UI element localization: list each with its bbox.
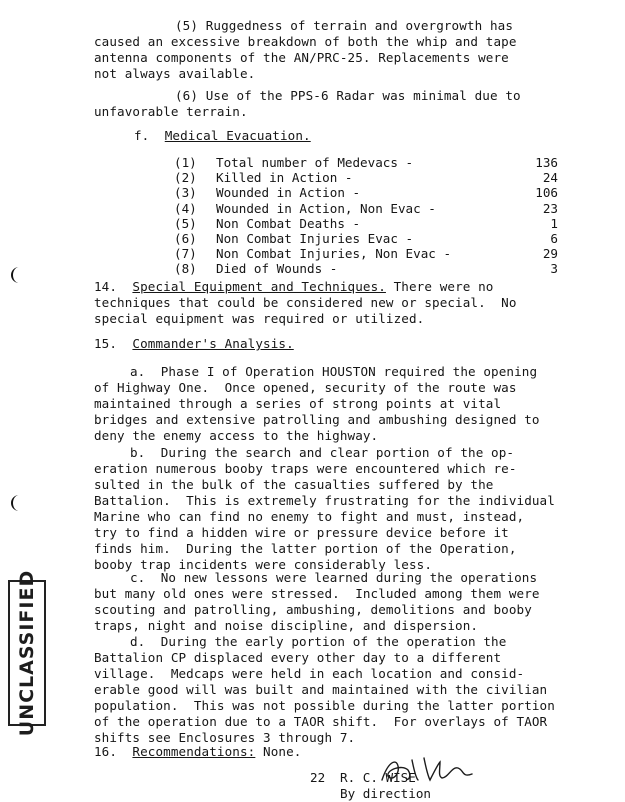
- medevac-row: [174, 170, 558, 185]
- row-label: Died of Wounds -: [216, 261, 338, 277]
- paragraph-6: (6) Use of the PPS-6 Radar was minimal due to unfavorable terrain.: [94, 88, 521, 119]
- row-number: (1): [174, 155, 197, 170]
- row-number: (4): [174, 200, 197, 216]
- row-number: (5): [174, 215, 197, 231]
- section-15-title: Commander's Analysis.: [132, 336, 294, 351]
- row-value: 6: [550, 230, 558, 246]
- row-label: Wounded in Action -: [216, 185, 361, 201]
- row-label: Non Combat Injuries, Non Evac -: [216, 246, 452, 262]
- row-value: 3: [550, 261, 558, 277]
- row-label: Killed in Action -: [216, 170, 353, 186]
- row-number: (7): [174, 246, 197, 262]
- paragraph-d: d. During the early portion of the operation the Battalion CP displaced every other day to a different village. Medcaps were held in each location and consid- erable good will was built and maintained with the civilian population. This was not possible during the latter portion of the operation due to a TAOR shift. For overlays of TAOR shifts see Enclosures 3 through 7.: [94, 634, 555, 745]
- medical-evacuation-heading: [134, 128, 311, 144]
- medevac-row: [174, 261, 558, 276]
- binder-hole-icon: [6, 265, 24, 285]
- medical-prefix: f.: [134, 128, 150, 143]
- row-value: 23: [542, 200, 558, 216]
- handwritten-signature-icon: [378, 752, 478, 788]
- paragraph-a: a. Phase I of Operation HOUSTON required the opening of Highway One. Once opened, security of the route was maintained through a series of strong points at vital bridges and extensive patrolling and ambushing designed to deny the enemy access to the highway.: [94, 364, 540, 443]
- section-16-title: Recommendations:: [132, 744, 256, 759]
- page-number: 22: [310, 770, 326, 785]
- medevac-row: [174, 216, 558, 231]
- signature-block: R. C. WISE By direction: [340, 770, 431, 801]
- binder-hole-icon: [6, 493, 24, 513]
- section-15-number: 15.: [94, 336, 118, 351]
- medical-title: Medical Evacuation.: [164, 128, 311, 143]
- row-value: 106: [535, 185, 558, 201]
- paragraph-5: (5) Ruggedness of terrain and overgrowth has caused an excessive breakdown of both the whip and tape antenna components of the AN/PRC-25. Replacements were not always available.: [94, 18, 517, 81]
- medevac-table: [174, 155, 558, 277]
- section-16-number: 16.: [94, 744, 118, 759]
- row-value: 136: [535, 155, 558, 170]
- unclassified-stamp: [8, 569, 46, 737]
- section-14-number: 14.: [94, 279, 118, 294]
- paragraph-b: b. During the search and clear portion of the op- eration numerous booby traps were encountered which re- sulted in the bulk of the casualties suffered by the Battalion. This is extremely frustrating for the individual Marine who can find no enemy to fight and must, instead, try to find a hidden wire or pressure device before it finds him. During the latter portion of the Operation, booby trap incidents were considerably less.: [94, 445, 555, 572]
- section-16-heading: [94, 744, 301, 760]
- row-label: Non Combat Injuries Evac -: [216, 230, 414, 246]
- medevac-row: [174, 201, 558, 216]
- section-14-title: Special Equipment and Techniques.: [132, 279, 386, 294]
- row-number: (3): [174, 185, 197, 201]
- medevac-row: [174, 185, 558, 200]
- row-number: (2): [174, 170, 197, 186]
- stamp-text: UNCLASSIFIED: [16, 569, 38, 737]
- section-15-heading: [94, 336, 294, 352]
- paragraph-c: c. No new lessons were learned during the operations but many old ones were stressed. Included among them were scouting and patrolling, ambushing, demolitions and booby traps, night and noise discipline, and dispersion.: [94, 570, 540, 633]
- row-label: Non Combat Deaths -: [216, 215, 361, 231]
- row-value: 24: [542, 170, 558, 186]
- section-14-text-first: There were no: [385, 279, 494, 294]
- medevac-row: [174, 246, 558, 261]
- medevac-row: [174, 155, 558, 170]
- section-16-text: None.: [255, 744, 302, 759]
- row-label: Wounded in Action, Non Evac -: [216, 200, 436, 216]
- section-14-heading: [94, 279, 494, 295]
- medevac-row: [174, 231, 558, 246]
- row-value: 1: [550, 215, 558, 231]
- section-14-text: techniques that could be considered new or special. No special equipment was required or utilized.: [94, 295, 517, 326]
- row-value: 29: [542, 246, 558, 262]
- row-number: (8): [174, 261, 197, 277]
- row-number: (6): [174, 230, 197, 246]
- row-label: Total number of Medevacs -: [216, 155, 414, 170]
